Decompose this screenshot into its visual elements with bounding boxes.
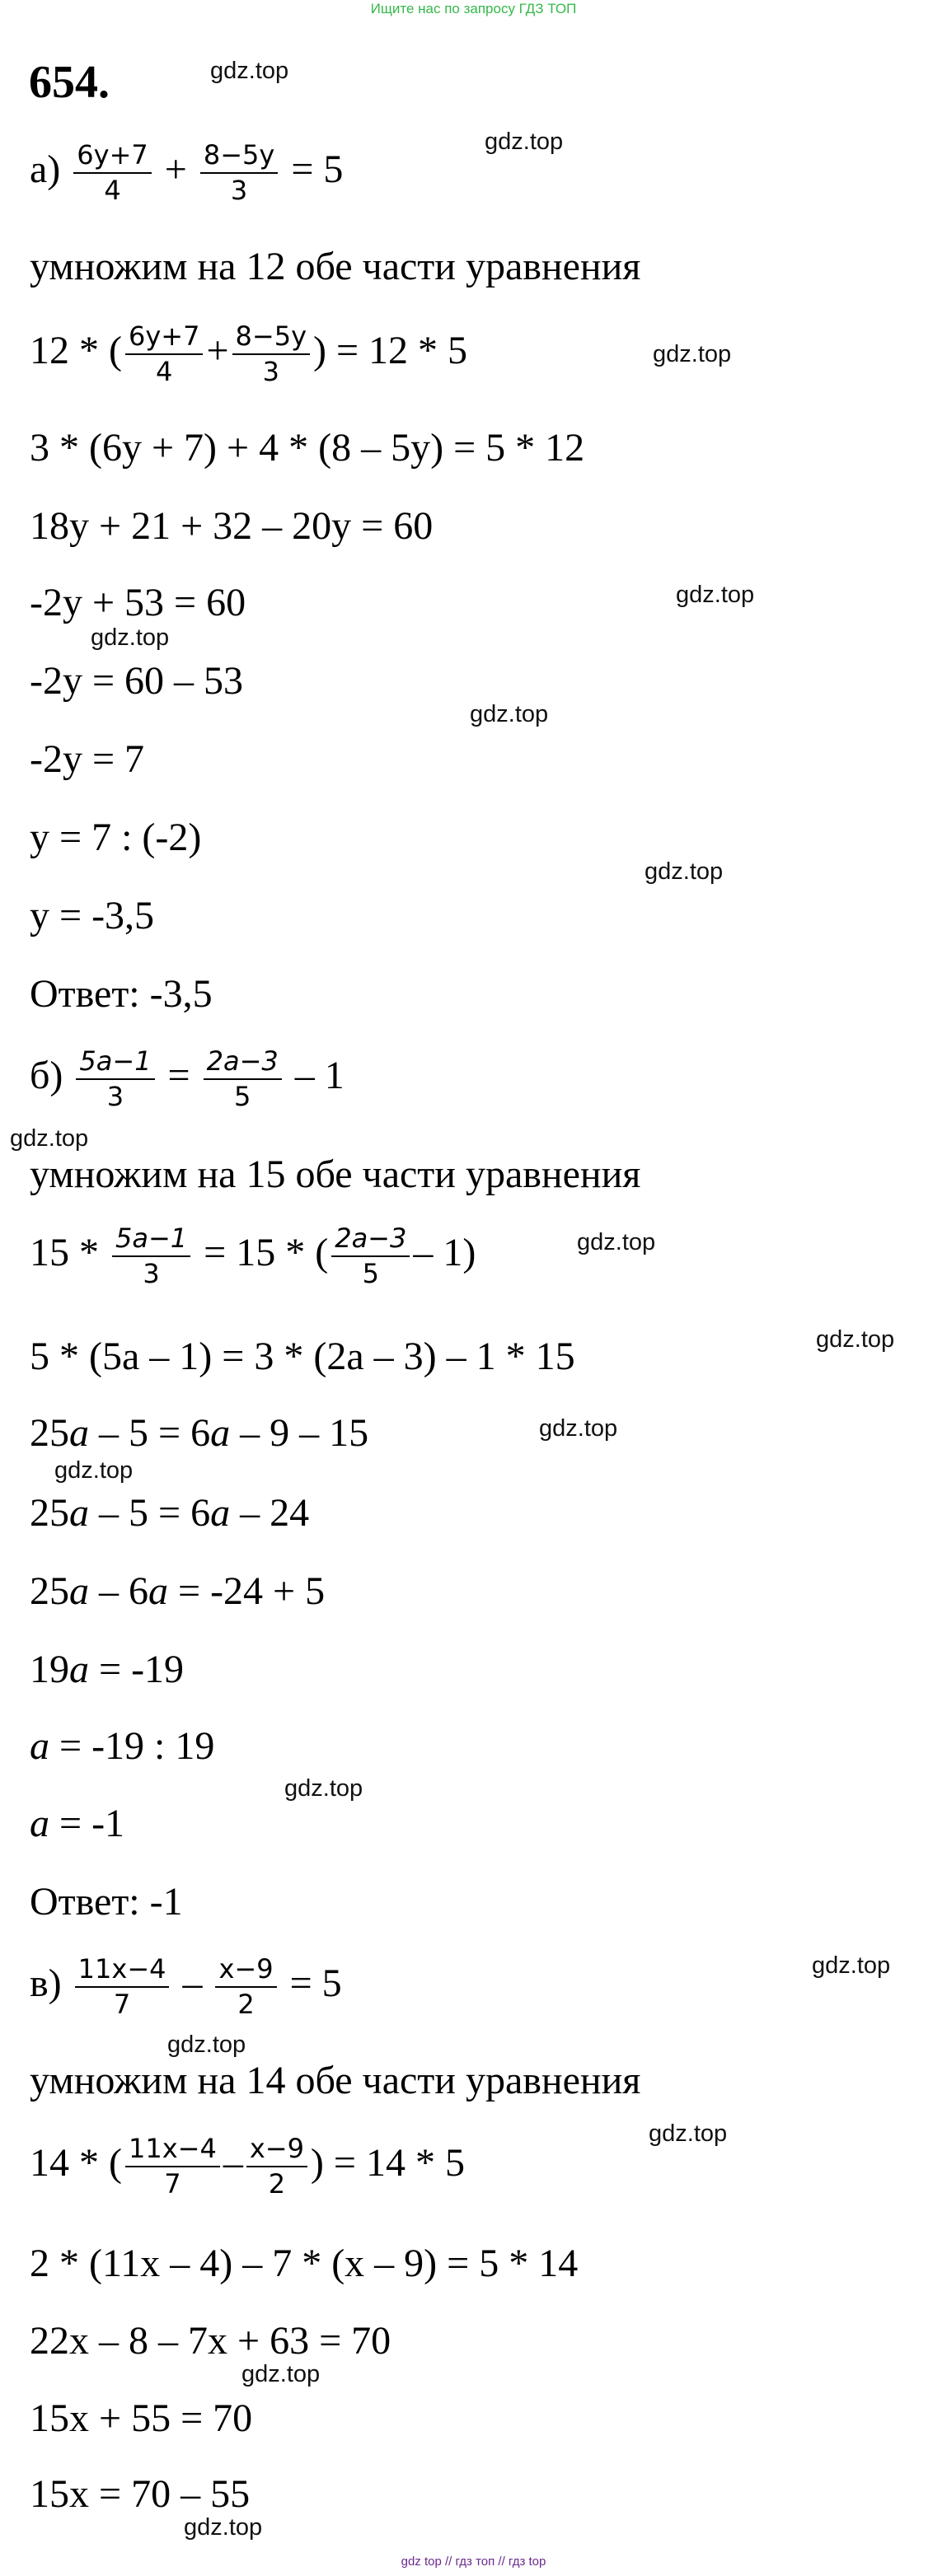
c-frac-2-num: x−9: [218, 1953, 274, 1985]
watermark: gdz.top: [210, 58, 289, 84]
problem-number: 654.: [29, 57, 110, 108]
a-step-7: y = -3,5: [30, 894, 155, 937]
b-s5-var: a: [69, 1648, 89, 1691]
c-m-frac-1: [125, 2134, 220, 2200]
b-s3-var: a: [69, 1491, 89, 1535]
watermark: gdz.top: [470, 701, 549, 727]
c-m-post: ) = 14 * 5: [310, 2140, 465, 2185]
b-rhs: – 1: [294, 1053, 345, 1097]
a-step-5: -2y = 7: [30, 737, 145, 781]
watermark: gdz.top: [649, 2120, 728, 2147]
b-m-frac-2: [331, 1223, 410, 1289]
a-frac-1: [73, 140, 151, 206]
watermark: gdz.top: [184, 2514, 263, 2541]
a-m-plus: +: [206, 328, 229, 372]
b-s3-c: – 24: [230, 1491, 310, 1535]
b-multiply-note: умножим на 15 обе части уравнения: [30, 1152, 641, 1196]
b-s6-b: = -19 : 19: [49, 1724, 215, 1768]
b-s4-var-2: a: [148, 1569, 168, 1613]
b-m-frac-1-den: 3: [112, 1255, 190, 1289]
b-frac-2-den: 5: [204, 1078, 282, 1112]
a-label: а): [30, 147, 61, 191]
watermark: gdz.top: [284, 1775, 363, 1802]
watermark: gdz.top: [816, 1326, 895, 1353]
c-step-4: 15x = 70 – 55: [30, 2472, 251, 2516]
watermark: gdz.top: [54, 1457, 134, 1484]
b-step-1: 5 * (5a – 1) = 3 * (2a – 3) – 1 * 15: [30, 1335, 575, 1378]
b-s4-var: a: [69, 1569, 89, 1613]
a-step-3: -2y + 53 = 60: [30, 581, 246, 624]
b-s3-var-2: a: [210, 1491, 231, 1535]
watermark: gdz.top: [539, 1415, 618, 1442]
b-equation: [30, 1046, 345, 1112]
c-step-3: 15x + 55 = 70: [30, 2396, 253, 2440]
watermark: gdz.top: [167, 2031, 246, 2058]
a-answer: Ответ: -3,5: [30, 972, 213, 1016]
c-m-frac-1-den: 7: [125, 2166, 220, 2200]
b-s2-c: – 9 – 15: [230, 1411, 369, 1455]
a-multiply-note: умножим на 12 обе части уравнения: [30, 245, 641, 288]
a-step-4: -2y = 60 – 53: [30, 659, 244, 703]
a-frac-2-den: 3: [200, 172, 278, 206]
b-s2-b: – 5 = 6: [89, 1411, 211, 1455]
a-frac-1-den: 4: [73, 172, 151, 206]
b-m-pre: 15 *: [30, 1230, 99, 1274]
b-s2-a: 25: [30, 1411, 69, 1455]
a-m-frac-2-den: 3: [232, 353, 310, 387]
a-m-post: ) = 12 * 5: [313, 328, 468, 372]
c-rhs: = 5: [289, 1961, 342, 2005]
c-label: в): [30, 1961, 62, 2005]
b-step-5: [30, 1650, 184, 1690]
c-step-1: 2 * (11x – 4) – 7 * (x – 9) = 5 * 14: [30, 2242, 579, 2285]
b-s7-b: = -1: [49, 1802, 125, 1845]
watermark: gdz.top: [577, 1229, 656, 1255]
top-banner[interactable]: Ищите нас по запросу ГДЗ ТОП: [370, 1, 577, 16]
b-s7-var: a: [30, 1802, 49, 1845]
a-m-frac-1-num: 6y+7: [128, 320, 200, 352]
b-s4-a: 25: [30, 1569, 69, 1613]
b-m-mid: = 15 * (: [204, 1230, 329, 1274]
b-step-6: [30, 1724, 215, 1768]
b-s4-c: = -24 + 5: [168, 1569, 326, 1613]
b-multiplied-equation: [30, 1223, 476, 1289]
watermark: gdz.top: [812, 1952, 891, 1979]
c-frac-1-den: 7: [75, 1986, 170, 2020]
b-step-3: [30, 1491, 310, 1535]
b-s5-a: 19: [30, 1648, 69, 1691]
b-s4-b: – 6: [89, 1569, 148, 1613]
c-m-frac-1-num: 11x−4: [128, 2133, 217, 2164]
c-m-frac-2-den: 2: [246, 2166, 307, 2200]
b-step-7: [30, 1804, 124, 1844]
a-rhs: = 5: [291, 147, 344, 191]
b-m-frac-2-den: 5: [331, 1255, 410, 1289]
b-m-frac-1-num: 5a−1: [115, 1223, 188, 1254]
c-equation: [30, 1954, 342, 2020]
watermark: gdz.top: [485, 129, 564, 155]
b-frac-1: [76, 1046, 154, 1112]
c-multiply-note: умножим на 14 обе части уравнения: [30, 2059, 641, 2102]
b-m-post: – 1): [413, 1230, 476, 1274]
a-frac-2: [200, 140, 278, 206]
watermark: gdz.top: [10, 1125, 89, 1152]
watermark: gdz.top: [91, 624, 170, 651]
c-m-frac-2-num: x−9: [249, 2133, 304, 2164]
c-frac-1: [75, 1954, 170, 2020]
b-frac-1-num: 5a−1: [79, 1045, 152, 1077]
b-step-2: [30, 1411, 369, 1455]
c-minus: –: [182, 1961, 203, 2005]
b-s2-var: a: [69, 1411, 89, 1455]
a-frac-1-num: 6y+7: [77, 139, 148, 171]
a-m-frac-1-den: 4: [125, 353, 203, 387]
c-m-frac-2: [246, 2134, 307, 2200]
c-multiplied-equation: [30, 2134, 465, 2200]
a-m-frac-1: [125, 321, 203, 387]
watermark: gdz.top: [645, 858, 724, 885]
c-step-2: 22x – 8 – 7x + 63 = 70: [30, 2319, 391, 2363]
a-step-6: y = 7 : (-2): [30, 816, 202, 859]
b-answer: Ответ: -1: [30, 1880, 183, 1924]
b-equals: =: [167, 1053, 190, 1097]
b-step-4: [30, 1569, 326, 1613]
c-frac-2-den: 2: [215, 1986, 276, 2020]
a-plus: +: [164, 147, 187, 191]
b-m-frac-1: [112, 1223, 190, 1289]
b-label: б): [30, 1053, 63, 1097]
b-s2-var-2: a: [210, 1411, 231, 1455]
watermark: gdz.top: [653, 341, 732, 367]
b-frac-1-den: 3: [76, 1078, 154, 1112]
b-s3-a: 25: [30, 1491, 69, 1535]
b-m-frac-2-num: 2a−3: [335, 1223, 407, 1254]
b-s6-var: a: [30, 1724, 49, 1768]
c-frac-2: [215, 1954, 276, 2020]
a-m-frac-2: [232, 321, 310, 387]
b-s3-b: – 5 = 6: [89, 1491, 211, 1535]
bottom-banner[interactable]: gdz top // гдз топ // гдз top: [401, 2555, 546, 2569]
b-frac-2-num: 2a−3: [206, 1045, 279, 1077]
a-step-1: 3 * (6y + 7) + 4 * (8 – 5y) = 5 * 12: [30, 426, 585, 470]
a-m-frac-2-num: 8−5y: [235, 320, 307, 352]
watermark: gdz.top: [241, 2361, 321, 2387]
a-step-2: 18y + 21 + 32 – 20y = 60: [30, 504, 434, 548]
b-s5-b: = -19: [89, 1648, 185, 1691]
c-m-minus: –: [223, 2140, 243, 2185]
b-frac-2: [204, 1046, 282, 1112]
a-multiplied-equation: [30, 321, 467, 387]
a-m-pre: 12 * (: [30, 328, 122, 372]
watermark: gdz.top: [676, 582, 755, 608]
c-m-pre: 14 * (: [30, 2140, 122, 2185]
c-frac-1-num: 11x−4: [77, 1953, 166, 1985]
a-equation: [30, 140, 343, 206]
a-frac-2-num: 8−5y: [203, 139, 275, 171]
